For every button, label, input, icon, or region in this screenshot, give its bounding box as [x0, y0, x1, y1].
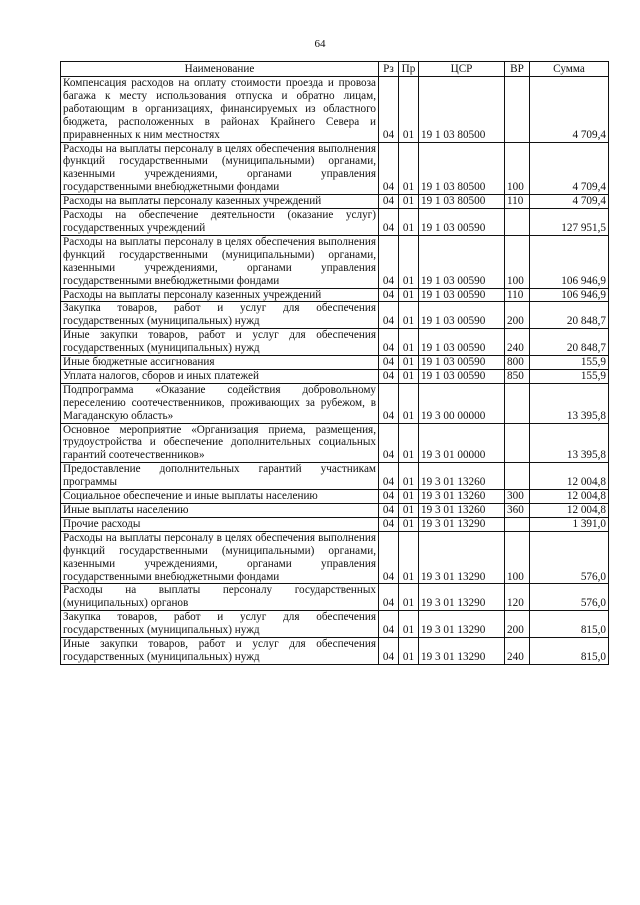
- cell-section: 04: [379, 288, 399, 302]
- cell-subsection: 01: [399, 531, 419, 584]
- budget-table: [60, 61, 609, 665]
- cell-subsection: 01: [399, 329, 419, 356]
- cell-amount: 815,0: [530, 611, 609, 638]
- cell-target-article: 19 3 01 13260: [419, 504, 505, 518]
- cell-subsection: 01: [399, 369, 419, 383]
- cell-target-article: 19 1 03 00590: [419, 356, 505, 370]
- cell-target-article: 19 3 01 13260: [419, 490, 505, 504]
- cell-name: Предоставление дополнительных гарантий участникам программы: [61, 463, 379, 490]
- cell-amount: 20 848,7: [530, 302, 609, 329]
- cell-section: 04: [379, 463, 399, 490]
- cell-expense-type: 200: [505, 611, 530, 638]
- cell-target-article: 19 1 03 80500: [419, 142, 505, 195]
- table-row: [61, 302, 609, 329]
- table-row: [61, 423, 609, 463]
- table-row: [61, 235, 609, 288]
- cell-amount: 13 395,8: [530, 423, 609, 463]
- cell-expense-type: 110: [505, 195, 530, 209]
- cell-amount: 576,0: [530, 531, 609, 584]
- cell-amount: 106 946,9: [530, 288, 609, 302]
- cell-name: Расходы на выплаты персоналу в целях обеспечения выполнения функций государственными (муниципальными) органами, казенными учреждениями, органами управления государственными внебюджетными фондами: [61, 142, 379, 195]
- table-row: [61, 329, 609, 356]
- cell-subsection: 01: [399, 356, 419, 370]
- cell-subsection: 01: [399, 302, 419, 329]
- cell-name: Уплата налогов, сборов и иных платежей: [61, 369, 379, 383]
- table-row: [61, 195, 609, 209]
- cell-target-article: 19 1 03 00590: [419, 288, 505, 302]
- cell-amount: 4 709,4: [530, 195, 609, 209]
- cell-name: Расходы на выплаты персоналу в целях обеспечения выполнения функций государственными (муниципальными) органами, казенными учреждениями, органами управления государственными внебюджетными фондами: [61, 235, 379, 288]
- table-row: [61, 142, 609, 195]
- cell-section: 04: [379, 142, 399, 195]
- cell-section: 04: [379, 584, 399, 611]
- cell-name: Расходы на обеспечение деятельности (оказание услуг) государственных учреждений: [61, 209, 379, 236]
- cell-section: 04: [379, 235, 399, 288]
- cell-amount: 12 004,8: [530, 504, 609, 518]
- cell-section: 04: [379, 531, 399, 584]
- header-name: Наименование: [61, 62, 379, 77]
- cell-expense-type: 100: [505, 235, 530, 288]
- cell-target-article: 19 3 01 13290: [419, 531, 505, 584]
- table-row: [61, 463, 609, 490]
- cell-name: Основное мероприятие «Организация приема, размещения, трудоустройства и обеспечение дополнительных социальных гарантий соотечественников»: [61, 423, 379, 463]
- cell-target-article: 19 1 03 80500: [419, 77, 505, 143]
- cell-target-article: 19 1 03 00590: [419, 329, 505, 356]
- cell-section: 04: [379, 209, 399, 236]
- cell-section: 04: [379, 329, 399, 356]
- page-number: 64: [314, 38, 326, 50]
- table-row: [61, 369, 609, 383]
- cell-expense-type: 200: [505, 302, 530, 329]
- header-section: Рз: [379, 62, 399, 77]
- cell-name: Расходы на выплаты персоналу казенных учреждений: [61, 288, 379, 302]
- cell-subsection: 01: [399, 584, 419, 611]
- cell-amount: 106 946,9: [530, 235, 609, 288]
- cell-section: 04: [379, 302, 399, 329]
- cell-amount: 4 709,4: [530, 142, 609, 195]
- cell-subsection: 01: [399, 638, 419, 665]
- table-row: [61, 490, 609, 504]
- cell-section: 04: [379, 356, 399, 370]
- cell-section: 04: [379, 638, 399, 665]
- cell-amount: 1 391,0: [530, 517, 609, 531]
- table-row: [61, 209, 609, 236]
- cell-name: Иные закупки товаров, работ и услуг для обеспечения государственных (муниципальных) нужд: [61, 329, 379, 356]
- cell-section: 04: [379, 517, 399, 531]
- cell-subsection: 01: [399, 423, 419, 463]
- cell-name: Расходы на выплаты персоналу казенных учреждений: [61, 195, 379, 209]
- cell-target-article: 19 1 03 00590: [419, 209, 505, 236]
- cell-amount: 12 004,8: [530, 490, 609, 504]
- cell-expense-type: 110: [505, 288, 530, 302]
- cell-name: Расходы на выплаты персоналу в целях обеспечения выполнения функций государственными (муниципальными) органами, казенными учреждениями, органами управления государственными внебюджетными фондами: [61, 531, 379, 584]
- cell-expense-type: 850: [505, 369, 530, 383]
- cell-expense-type: 800: [505, 356, 530, 370]
- cell-section: 04: [379, 195, 399, 209]
- cell-subsection: 01: [399, 611, 419, 638]
- cell-name: Компенсация расходов на оплату стоимости проезда и провоза багажа к месту использования отпуска и обратно лицам, работающим в организациях, финансируемых из областного бюджета, расположенных в районах Крайнего Севера и приравненных к ним местностях: [61, 77, 379, 143]
- cell-expense-type: [505, 209, 530, 236]
- cell-target-article: 19 1 03 00590: [419, 302, 505, 329]
- cell-expense-type: [505, 77, 530, 143]
- cell-name: Прочие расходы: [61, 517, 379, 531]
- table-row: [61, 584, 609, 611]
- cell-expense-type: [505, 383, 530, 423]
- cell-target-article: 19 1 03 00590: [419, 369, 505, 383]
- cell-target-article: 19 1 03 00590: [419, 235, 505, 288]
- cell-subsection: 01: [399, 517, 419, 531]
- cell-subsection: 01: [399, 77, 419, 143]
- cell-name: Социальное обеспечение и иные выплаты населению: [61, 490, 379, 504]
- cell-section: 04: [379, 611, 399, 638]
- cell-expense-type: 360: [505, 504, 530, 518]
- cell-expense-type: 240: [505, 638, 530, 665]
- cell-section: 04: [379, 423, 399, 463]
- table-row: [61, 638, 609, 665]
- cell-subsection: 01: [399, 142, 419, 195]
- cell-subsection: 01: [399, 504, 419, 518]
- table-header-row: [61, 62, 609, 77]
- table-row: [61, 77, 609, 143]
- cell-expense-type: 300: [505, 490, 530, 504]
- table-row: [61, 517, 609, 531]
- cell-subsection: 01: [399, 463, 419, 490]
- cell-expense-type: [505, 423, 530, 463]
- cell-section: 04: [379, 369, 399, 383]
- cell-section: 04: [379, 383, 399, 423]
- cell-amount: 155,9: [530, 356, 609, 370]
- cell-amount: 815,0: [530, 638, 609, 665]
- cell-amount: 127 951,5: [530, 209, 609, 236]
- cell-name: Иные выплаты населению: [61, 504, 379, 518]
- table-row: [61, 531, 609, 584]
- cell-target-article: 19 3 01 13290: [419, 611, 505, 638]
- cell-name: Иные закупки товаров, работ и услуг для обеспечения государственных (муниципальных) нужд: [61, 638, 379, 665]
- cell-name: Расходы на выплаты персоналу государственных (муниципальных) органов: [61, 584, 379, 611]
- cell-target-article: 19 1 03 80500: [419, 195, 505, 209]
- table-row: [61, 504, 609, 518]
- cell-subsection: 01: [399, 288, 419, 302]
- cell-subsection: 01: [399, 195, 419, 209]
- cell-amount: 12 004,8: [530, 463, 609, 490]
- table-row: [61, 383, 609, 423]
- header-target-article: ЦСР: [419, 62, 505, 77]
- cell-subsection: 01: [399, 209, 419, 236]
- cell-subsection: 01: [399, 490, 419, 504]
- cell-amount: 13 395,8: [530, 383, 609, 423]
- table-body: [61, 77, 609, 665]
- header-expense-type: ВР: [505, 62, 530, 77]
- table-row: [61, 356, 609, 370]
- header-subsection: Пр: [399, 62, 419, 77]
- cell-expense-type: 120: [505, 584, 530, 611]
- cell-name: Закупка товаров, работ и услуг для обеспечения государственных (муниципальных) нужд: [61, 302, 379, 329]
- cell-expense-type: 240: [505, 329, 530, 356]
- cell-name: Подпрограмма «Оказание содействия добровольному переселению соотечественников, проживающих за рубежом, в Магаданскую область»: [61, 383, 379, 423]
- cell-amount: 20 848,7: [530, 329, 609, 356]
- cell-section: 04: [379, 77, 399, 143]
- cell-expense-type: [505, 517, 530, 531]
- cell-expense-type: [505, 463, 530, 490]
- cell-name: Закупка товаров, работ и услуг для обеспечения государственных (муниципальных) нужд: [61, 611, 379, 638]
- cell-section: 04: [379, 504, 399, 518]
- cell-target-article: 19 3 01 13260: [419, 463, 505, 490]
- cell-amount: 576,0: [530, 584, 609, 611]
- cell-target-article: 19 3 01 13290: [419, 638, 505, 665]
- cell-target-article: 19 3 01 13290: [419, 584, 505, 611]
- cell-expense-type: 100: [505, 142, 530, 195]
- cell-subsection: 01: [399, 235, 419, 288]
- header-amount: Сумма: [530, 62, 609, 77]
- cell-target-article: 19 3 01 13290: [419, 517, 505, 531]
- cell-subsection: 01: [399, 383, 419, 423]
- cell-amount: 4 709,4: [530, 77, 609, 143]
- cell-amount: 155,9: [530, 369, 609, 383]
- cell-target-article: 19 3 00 00000: [419, 383, 505, 423]
- cell-name: Иные бюджетные ассигнования: [61, 356, 379, 370]
- cell-expense-type: 100: [505, 531, 530, 584]
- cell-section: 04: [379, 490, 399, 504]
- table-row: [61, 611, 609, 638]
- cell-target-article: 19 3 01 00000: [419, 423, 505, 463]
- table-row: [61, 288, 609, 302]
